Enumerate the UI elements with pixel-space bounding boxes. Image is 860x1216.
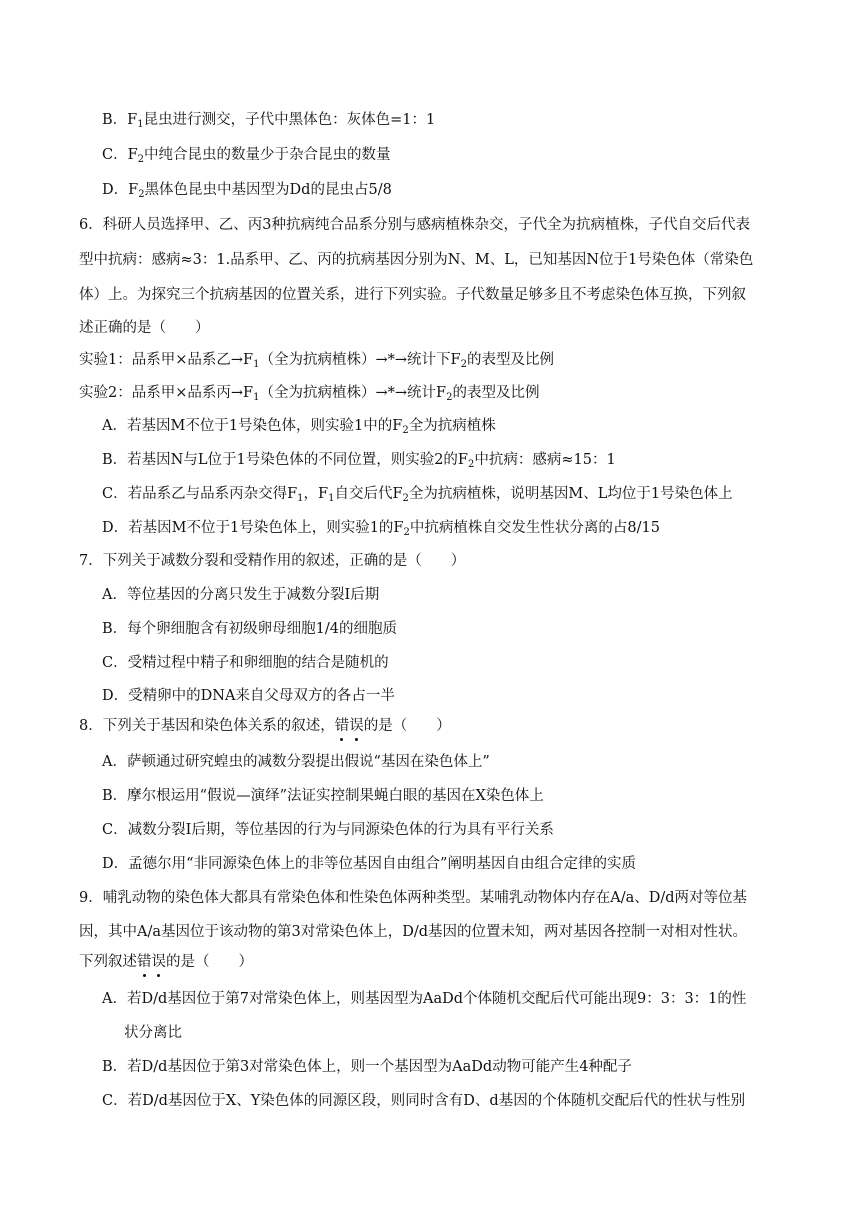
q6-experiment-1: 实验1：品系甲×品系乙$\to F_1$（全为抗病植株）→*→统计下$F_2$的表型及比例 — [79, 352, 554, 370]
q8-option-d: D．孟德尔用“非同源染色体上的非等位基因自由组合”阐明基因自由组合定律的实质 — [102, 856, 636, 872]
q8-option-a: A．萨顿通过研究蝗虫的减数分裂提出假说“基因在染色体上” — [102, 754, 490, 770]
q9-stem-line-2: 因，其中A/a基因位于该动物的第3对常染色体上，D/d基因的位置未知，两对基因各控制一对相对性状。 — [79, 924, 748, 940]
q6-option-c: C．若品系乙与品系丙杂交得$F_1$，$F_1$自交后代$F_2$全为抗病植株，说明基因M、L均位于1号染色体上 — [102, 486, 733, 504]
q8-stem: 8．下列关于基因和染色体关系的叙述，错误的是（ ） — [79, 718, 451, 734]
q9-stem-line-1: 9．哺乳动物的染色体大都具有常染色体和性染色体两种类型。某哺乳动物体内存在A/a、D/d两对等位基 — [79, 890, 748, 906]
emphasis-char: 错 — [334, 718, 350, 734]
q6-option-d: D．若基因M不位于1号染色体上，则实验1的$F_2$中抗病植株自交发生性状分离的占8/15 — [102, 520, 660, 538]
emphasis-char: 误 — [349, 718, 364, 734]
q5-option-c: C．$F_2$中纯合昆虫的数量少于杂合昆虫的数量 — [102, 147, 391, 165]
q6-stem-line-4: 述正确的是（ ） — [79, 320, 210, 336]
q5-option-d: D．$F_2$黑体色昆虫中基因型为Dd的昆虫占5/8 — [102, 182, 392, 200]
q8-option-c: C．减数分裂Ⅰ后期，等位基因的行为与同源染色体的行为具有平行关系 — [102, 822, 554, 838]
q7-option-a: A．等位基因的分离只发生于减数分裂Ⅰ后期 — [102, 587, 380, 603]
emphasis-char: 错 — [137, 954, 152, 970]
q7-option-d: D．受精卵中的DNA来自父母双方的各占一半 — [102, 688, 395, 704]
emphasis-char: 误 — [151, 954, 166, 970]
q9-option-a-continued: 状分离比 — [124, 1025, 182, 1041]
q9-stem-line-3: 下列叙述错误的是（ ） — [79, 954, 253, 970]
q9-option-a: A．若D/d基因位于第7对常染色体上，则基因型为AaDd个体随机交配后代可能出现9：3：3：1的性 — [102, 991, 747, 1007]
q6-stem-line-1: 6．科研人员选择甲、乙、丙3种抗病纯合品系分别与感病植株杂交，子代全为抗病植株，子代自交后代表 — [79, 217, 750, 233]
q9-option-b: B．若D/d基因位于第3对常染色体上，则一个基因型为AaDd动物可能产生4种配子 — [102, 1059, 632, 1075]
q6-experiment-2: 实验2：品系甲×品系丙$\to F_1$（全为抗病植株）→*→统计$F_2$的表型及比例 — [79, 385, 540, 403]
q6-option-b: B．若基因N与L位于1号染色体的不同位置，则实验2的$F_2$中抗病：感病≈15：1 — [102, 452, 616, 470]
q7-stem: 7．下列关于减数分裂和受精作用的叙述，正确的是（ ） — [79, 553, 466, 569]
q6-stem-line-3: 体）上。为探究三个抗病基因的位置关系，进行下列实验。子代数量足够多且不考虑染色体互换，下列叙 — [79, 287, 746, 303]
q5-option-b: B．$F_1$昆虫进行测交，子代中黑体色：灰体色=1：1 — [102, 112, 436, 130]
q8-option-b: B．摩尔根运用“假说—演绎”法证实控制果蝇白眼的基因在X染色体上 — [102, 788, 544, 804]
q6-stem-line-2: 型中抗病：感病≈3：1.品系甲、乙、丙的抗病基因分别为N、M、L，已知基因N位于1号染色体（常染色 — [79, 252, 754, 268]
q9-option-c: C．若D/d基因位于X、Y染色体的同源区段，则同时含有D、d基因的个体随机交配后代的性状与性别 — [102, 1093, 746, 1109]
q6-option-a: A．若基因M不位于1号染色体，则实验1中的$F_2$全为抗病植株 — [102, 418, 496, 436]
q7-option-c: C．受精过程中精子和卵细胞的结合是随机的 — [102, 655, 389, 671]
q7-option-b: B．每个卵细胞含有初级卵母细胞1/4的细胞质 — [102, 621, 397, 637]
